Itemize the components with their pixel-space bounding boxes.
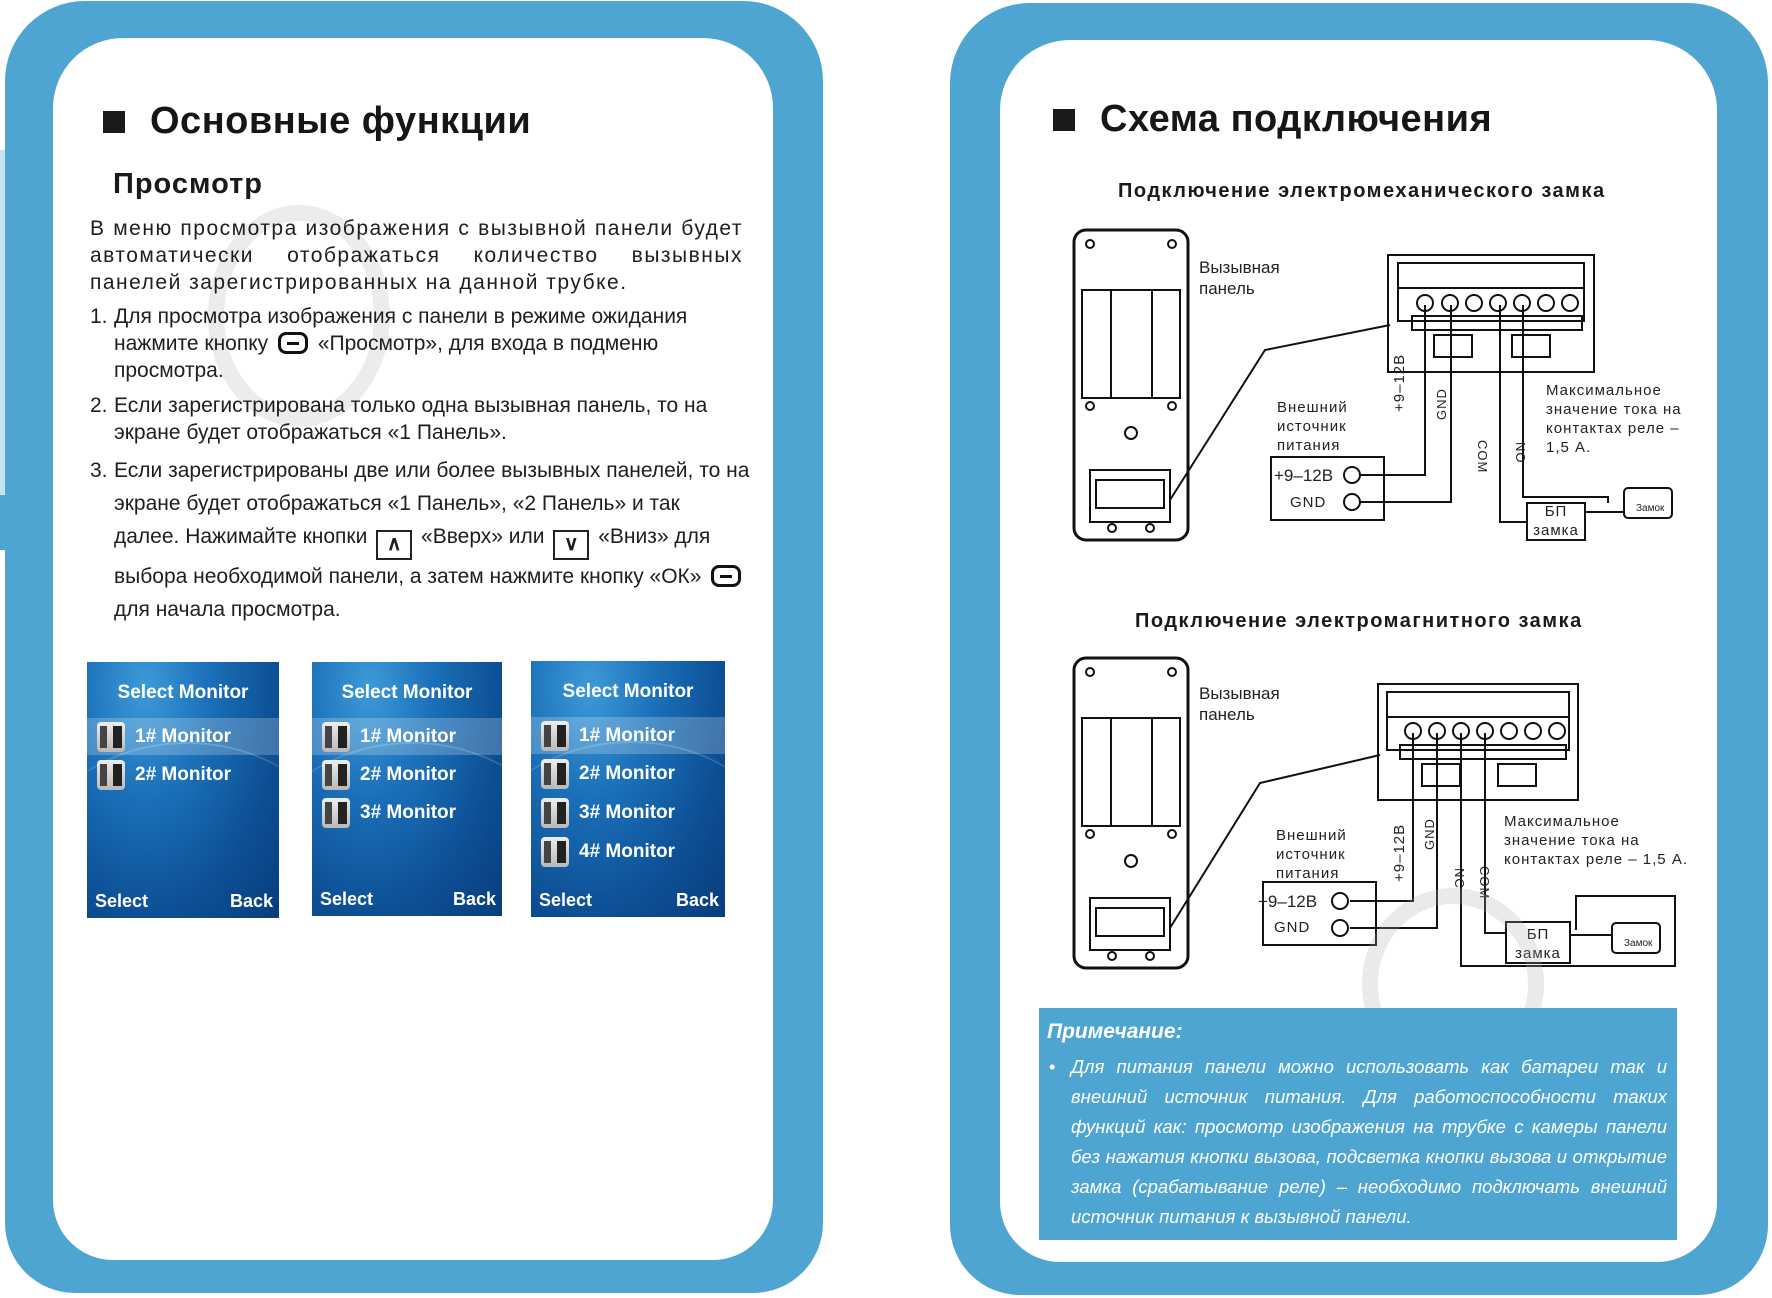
terminal-gnd: GND <box>1290 494 1327 511</box>
wire-label-plus: +9–12В <box>1391 823 1408 882</box>
screen-title: Select Monitor <box>117 682 249 703</box>
monitor-item[interactable]: 2# Monitor <box>312 756 502 793</box>
monitor-item[interactable]: 1# Monitor <box>531 717 725 754</box>
softkey-back[interactable]: Back <box>229 891 273 911</box>
monitor-item[interactable]: 3# Monitor <box>531 794 725 831</box>
wire-label-no: NO <box>1513 442 1528 464</box>
panel-label: Вызывная панель <box>1199 258 1280 298</box>
subsection-title: Просмотр <box>113 168 263 200</box>
note-bullet: • Для питания панели можно использовать как батареи так и внешний источник питания. Для работоспособности таких функций как: просмотр изображения на трубке с камеры панели без нажатия кнопки вызова, подсветка кнопки вызова и открытие замка (срабатывание реле) – необходимо подключать внешний источник питания к вызывной панели. <box>1047 1052 1667 1232</box>
softkey-select[interactable]: Select <box>95 891 149 911</box>
lock-icon: Замок <box>1624 938 1653 949</box>
diagram1-title: Подключение электромеханического замка <box>1118 180 1606 202</box>
wire-label-gnd: GND <box>1434 388 1449 420</box>
up-key-icon: ∧ <box>376 530 412 560</box>
psu-label: БП замка <box>1515 926 1561 962</box>
intro-paragraph: В меню просмотра изображения с вызывной панели будет автоматически отображаться количество вызывных панелей зарегистрированных на данной трубке. <box>90 217 743 294</box>
diagram2-title: Подключение электромагнитного замка <box>1135 610 1583 632</box>
power-source-label: Внешний источник питания <box>1277 399 1348 454</box>
wire-label-gnd: GND <box>1422 818 1437 850</box>
monitor-item[interactable]: 2# Monitor <box>531 755 725 792</box>
monitor-item[interactable]: 1# Monitor <box>312 718 502 755</box>
section-title: Основные функции <box>103 100 531 143</box>
relay-note: Максимальное значение тока на контактах реле – 1,5 А. <box>1546 382 1682 456</box>
screen-title: Select Monitor <box>341 682 473 703</box>
softkey-select[interactable]: Select <box>539 890 593 910</box>
terminal-plus: +9–12В <box>1258 892 1318 911</box>
power-source-label: Внешний источник питания <box>1276 827 1347 882</box>
section-title: Схема подключения <box>1053 98 1492 141</box>
step-3: 3. Если зарегистрированы две или более вызывных панелей, то на экране будет отображаться «1 Панель», «2 Панель» и так далее. Нажимайте кнопки ∧ «Вверх» или ∨ «Вниз» для выбора необходимой панели, а затем нажмите кнопку «ОК» для начала просмотра. <box>90 459 750 621</box>
terminal-gnd: GND <box>1274 919 1311 936</box>
screen-title: Select Monitor <box>562 681 694 702</box>
softkey-back[interactable]: Back <box>675 890 719 910</box>
step-2: 2. Если зарегистрирована только одна вызывная панель, то на экране будет отображаться «1 Панель». <box>90 394 708 444</box>
note-title: Примечание: <box>1047 1020 1183 1043</box>
psu-label: БП замка <box>1533 503 1579 539</box>
relay-note: Максимальное значение тока на контактах реле – 1,5 А. <box>1504 813 1688 868</box>
wire-label-nc: NC <box>1452 868 1467 889</box>
softkey-select[interactable]: Select <box>320 889 374 909</box>
step-1: 1. Для просмотра изображения с панели в режиме ожидания нажмите кнопку «Просмотр», для входа в подменю просмотра. <box>90 305 688 382</box>
monitor-item[interactable]: 2# Monitor <box>87 756 279 793</box>
wire-label-com: COM <box>1475 440 1490 474</box>
terminal-plus: +9–12В <box>1274 466 1334 485</box>
softkey-back[interactable]: Back <box>452 889 496 909</box>
monitor-item[interactable]: 4# Monitor <box>531 833 725 870</box>
note-box <box>1039 1008 1677 1240</box>
monitor-item[interactable]: 3# Monitor <box>312 794 502 831</box>
wire-label-plus: +9–12В <box>1391 353 1408 412</box>
panel-label: Вызывная панель <box>1199 684 1280 724</box>
monitor-item[interactable]: 1# Monitor <box>87 718 279 755</box>
wire-label-com: COM <box>1477 866 1492 900</box>
lock-icon: Замок <box>1636 503 1665 514</box>
down-key-icon: ∨ <box>553 530 589 560</box>
